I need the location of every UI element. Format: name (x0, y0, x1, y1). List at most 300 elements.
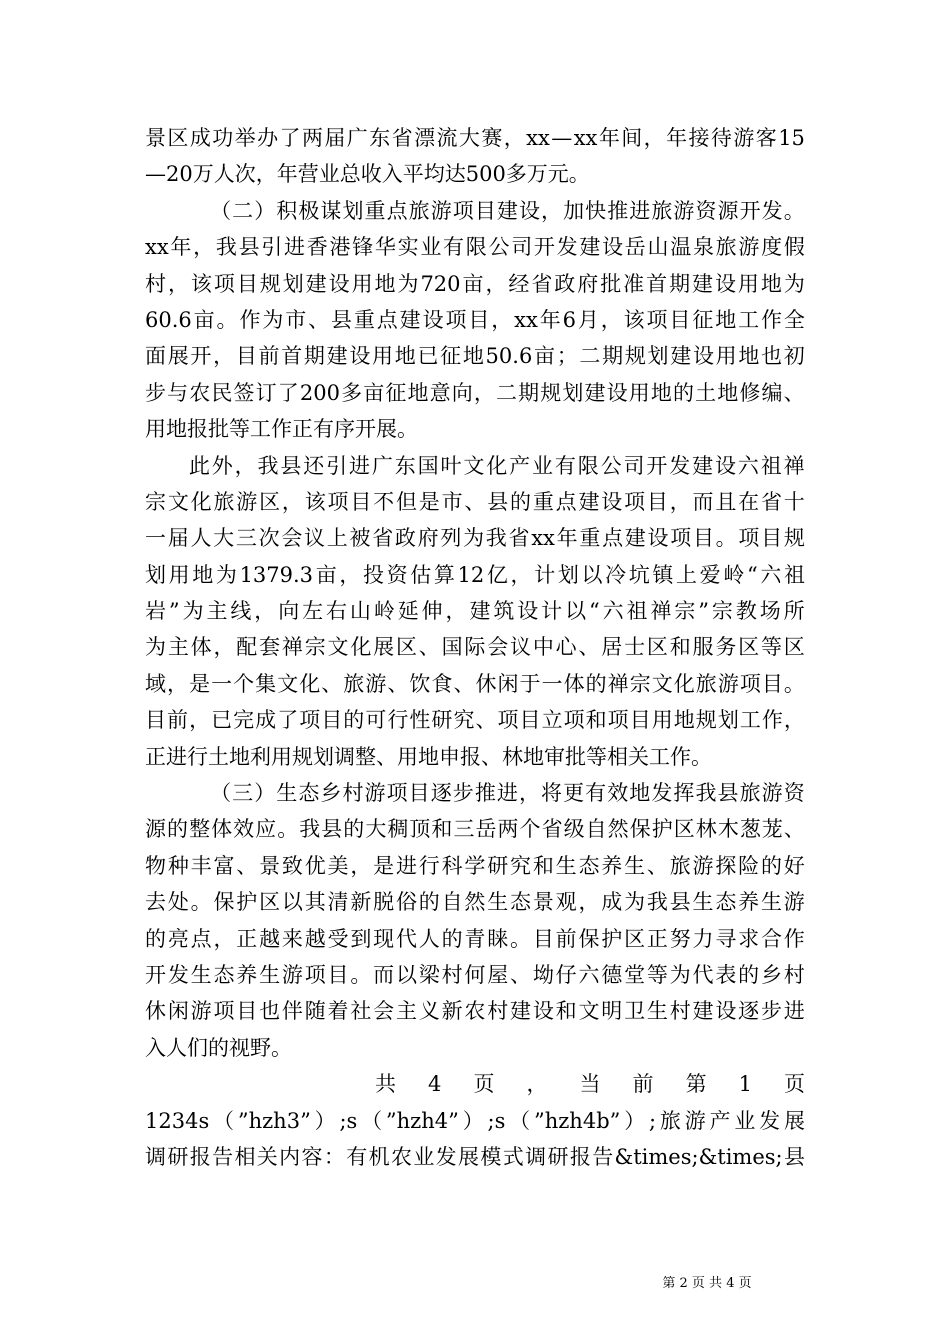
text-glyph: 。 (783, 198, 805, 223)
text-glyph: 个 (233, 671, 255, 696)
text-glyph: 划 (562, 380, 584, 405)
text-glyph: 在 (738, 489, 760, 514)
text-glyph: 、 (646, 853, 668, 878)
text-glyph: 地 (760, 271, 782, 296)
text-glyph: 设 (715, 453, 736, 478)
text-glyph: 十 (783, 489, 805, 514)
text-glyph: 到 (350, 926, 372, 951)
text-glyph: 旅 (695, 671, 717, 696)
text-glyph: 东 (369, 126, 391, 150)
text-glyph: 赛 (481, 126, 503, 150)
related-content-line (145, 1139, 805, 1175)
text-glyph: 建 (399, 307, 421, 332)
text-glyph: 项 (624, 489, 646, 514)
text-glyph: 民 (211, 380, 233, 405)
text-glyph: 规 (259, 271, 281, 296)
text-glyph: 亩 (363, 380, 385, 405)
text-glyph: 年 (666, 126, 688, 150)
text-glyph: 省 (372, 526, 394, 551)
text-glyph: （ (213, 1108, 235, 1133)
text-glyph: 好 (783, 853, 805, 878)
text-glyph: 景 (259, 853, 281, 878)
text-glyph: 接 (688, 126, 710, 150)
paragraph-line (145, 266, 805, 302)
text-glyph: 次 (258, 526, 280, 551)
text-glyph: 左 (302, 599, 324, 624)
text-glyph: 生 (760, 890, 782, 915)
text-glyph: 规 (783, 526, 805, 551)
text-glyph: 用 (628, 380, 650, 405)
text-glyph: 保 (213, 890, 235, 915)
text-glyph: 。 (783, 671, 805, 696)
text-glyph: 产 (509, 453, 531, 478)
text-glyph: 是 (189, 671, 211, 696)
text-glyph: 港 (329, 235, 351, 260)
text-glyph: 行 (418, 853, 440, 878)
text-glyph: ） (314, 1108, 336, 1133)
text-glyph: 项 (739, 671, 761, 696)
text-glyph: 6 (562, 307, 576, 332)
text-glyph: 为 (463, 526, 485, 551)
text-glyph: 区 (646, 635, 668, 660)
text-glyph: 展 (458, 1144, 480, 1169)
text-glyph: xx (145, 235, 169, 260)
text-glyph: 护 (601, 926, 623, 951)
text-glyph: 建 (692, 453, 714, 478)
text-glyph: 成 (189, 126, 211, 150)
text-glyph: 泉 (692, 235, 714, 260)
text-glyph: 致 (281, 853, 303, 878)
text-glyph: 梁 (418, 962, 440, 987)
text-glyph: 为 (215, 562, 237, 587)
text-glyph: 重 (364, 198, 386, 223)
text-glyph: 县 (321, 817, 343, 842)
text-glyph: 、 (236, 853, 258, 878)
text-glyph: 正 (236, 926, 258, 951)
text-glyph: 进 (395, 853, 417, 878)
text-glyph: 级 (563, 817, 585, 842)
text-glyph: 富 (213, 853, 235, 878)
paragraph-line (145, 120, 805, 156)
text-glyph: 亩 (193, 307, 215, 332)
text-glyph: 旅 (343, 671, 365, 696)
text-glyph: 建 (469, 599, 491, 624)
text-glyph: 征 (440, 344, 462, 369)
text-glyph: 容 (301, 1144, 323, 1169)
text-glyph: 发 (759, 1108, 781, 1133)
text-glyph: 计 (541, 599, 563, 624)
text-glyph: 还 (303, 453, 325, 478)
page-counter-glyph: 前 (632, 1072, 654, 1097)
text-glyph: ， (339, 562, 361, 587)
page-counter-text (145, 1066, 805, 1102)
text-glyph: 作 (239, 307, 261, 332)
text-glyph: 的 (510, 489, 531, 514)
text-glyph: 设 (328, 271, 350, 296)
text-glyph: 区 (259, 489, 281, 514)
text-glyph: 亩 (315, 562, 337, 587)
text-glyph: 该 (190, 271, 212, 296)
text-glyph: 配 (236, 635, 258, 660)
text-glyph: 正 (646, 926, 668, 951)
paragraph-line (145, 375, 805, 411)
text-glyph: 游 (365, 671, 387, 696)
text-glyph: 养 (236, 962, 258, 987)
text-glyph: 面 (145, 344, 166, 369)
text-glyph: 区 (624, 926, 646, 951)
text-glyph: 农 (390, 1144, 412, 1169)
text-glyph: 开 (533, 235, 555, 260)
text-glyph: 的 (418, 890, 440, 915)
text-glyph: 两 (301, 126, 323, 150)
text-glyph: ”hzh3” (237, 1108, 311, 1133)
text-glyph: 实 (397, 235, 419, 260)
text-glyph: 明 (601, 999, 623, 1024)
text-glyph: 地 (629, 781, 651, 806)
text-glyph: 式 (502, 1144, 524, 1169)
text-glyph: 功 (212, 126, 234, 150)
text-glyph: 多 (341, 380, 363, 405)
text-glyph: 岩 (145, 599, 166, 624)
paragraph-line (145, 884, 805, 920)
text-glyph: 究 (453, 708, 475, 733)
text-glyph: 葱 (739, 817, 761, 842)
text-glyph: 度 (761, 235, 783, 260)
text-glyph: 岭 (373, 599, 395, 624)
page-counter-glyph: 页 (473, 1072, 495, 1097)
text-glyph: 的 (343, 708, 365, 733)
text-glyph: 目 (519, 708, 541, 733)
text-glyph: 资 (783, 781, 805, 806)
text-glyph: 宗 (711, 599, 733, 624)
text-glyph: 的 (343, 817, 365, 842)
text-glyph: 养 (601, 853, 623, 878)
text-glyph: 公 (488, 235, 510, 260)
text-glyph: 岭 (723, 562, 745, 587)
text-glyph: 际 (464, 635, 486, 660)
text-glyph: 县 (784, 1144, 805, 1169)
text-glyph: 推 (474, 781, 496, 806)
text-glyph: 设 (532, 999, 554, 1024)
text-glyph: 地 (462, 344, 484, 369)
text-glyph: 地 (717, 380, 739, 405)
text-glyph: ， (167, 671, 189, 696)
text-glyph: 有 (443, 235, 465, 260)
text-glyph: 立 (541, 708, 563, 733)
text-glyph: 引 (326, 453, 348, 478)
paragraph-line (145, 957, 805, 993)
text-glyph: 表 (715, 962, 737, 987)
text-glyph: 项 (670, 526, 692, 551)
text-glyph: 限 (465, 235, 487, 260)
text-glyph: ; (649, 1108, 657, 1133)
page-footer (232, 1272, 950, 1291)
text-glyph: 点 (376, 307, 398, 332)
text-glyph: 也 (761, 344, 783, 369)
text-glyph: 了 (277, 708, 299, 733)
text-glyph: ， (193, 235, 215, 260)
text-glyph: 德 (601, 962, 623, 987)
text-glyph: 府 (577, 271, 599, 296)
text-glyph: 保 (629, 817, 651, 842)
text-glyph: 200 (299, 380, 340, 405)
text-glyph: 性 (409, 708, 431, 733)
text-glyph: 意 (429, 380, 451, 405)
text-glyph: ， (503, 126, 525, 150)
text-glyph: 饮 (409, 671, 431, 696)
text-glyph: 相 (234, 1144, 256, 1169)
text-glyph: 开 (739, 198, 761, 223)
text-glyph: 三 (235, 526, 257, 551)
text-glyph: 其 (304, 890, 326, 915)
text-glyph: 展 (167, 344, 189, 369)
text-glyph: 探 (715, 853, 737, 878)
text-glyph: 期 (303, 344, 325, 369)
line-text: 入人们的视野。 (145, 1035, 292, 1060)
text-glyph: 目 (321, 708, 343, 733)
text-glyph: 态 (715, 890, 737, 915)
text-glyph: 乡 (760, 962, 782, 987)
text-glyph: 一 (145, 526, 166, 551)
text-glyph: 仔 (555, 962, 577, 987)
text-glyph: 资 (695, 198, 717, 223)
text-glyph: 祖 (626, 599, 648, 624)
text-glyph: 省 (541, 817, 563, 842)
text-glyph: 香 (306, 235, 328, 260)
text-glyph: 项 (563, 708, 585, 733)
text-glyph: 模 (480, 1144, 502, 1169)
text-glyph: 规 (624, 344, 646, 369)
text-glyph: 挥 (673, 781, 695, 806)
paragraph-line (145, 629, 805, 665)
text-glyph: 客 (755, 126, 777, 150)
text-glyph: 发 (651, 781, 673, 806)
text-glyph: 山 (349, 599, 371, 624)
text-glyph: 议 (304, 526, 326, 551)
text-glyph: 旅 (651, 198, 673, 223)
text-glyph: 六 (760, 562, 782, 587)
text-glyph: 会 (373, 999, 395, 1024)
text-glyph: 村 (441, 962, 463, 987)
text-glyph: 开 (190, 344, 212, 369)
text-glyph: 建 (578, 489, 600, 514)
text-glyph: ， (669, 489, 691, 514)
text-glyph: 研 (487, 853, 509, 878)
text-glyph: 套 (259, 635, 281, 660)
text-glyph: 区 (783, 635, 805, 660)
text-glyph: 士 (624, 635, 646, 660)
text-glyph: 研 (431, 708, 453, 733)
text-glyph: 态 (298, 781, 320, 806)
text-glyph: 批 (600, 271, 622, 296)
text-glyph: 设 (422, 307, 444, 332)
text-glyph: 公 (600, 453, 622, 478)
text-glyph: 编 (761, 380, 783, 405)
text-glyph: 快 (585, 198, 607, 223)
text-glyph: 旅 (715, 235, 737, 260)
text-glyph: 项 (445, 307, 467, 332)
text-glyph: 生 (276, 781, 298, 806)
text-glyph: 以 (581, 562, 603, 587)
text-glyph: 已 (211, 708, 233, 733)
text-glyph: 一 (211, 671, 233, 696)
text-glyph: 目 (236, 271, 258, 296)
text-glyph: 游 (733, 126, 755, 150)
paragraph-line (145, 775, 805, 811)
text-glyph: 的 (585, 671, 607, 696)
text-glyph: 设 (601, 489, 623, 514)
text-glyph: 险 (738, 853, 760, 878)
text-glyph: 年 (556, 526, 578, 551)
text-glyph: 目 (327, 962, 349, 987)
text-glyph: 建 (326, 344, 348, 369)
text-glyph: ， (473, 380, 495, 405)
text-glyph: 项 (607, 708, 629, 733)
text-glyph: 旅 (739, 781, 761, 806)
text-glyph: xx (526, 126, 550, 150)
text-glyph: 但 (395, 489, 417, 514)
text-glyph: 建 (496, 198, 518, 223)
text-glyph: 项 (738, 526, 760, 551)
text-glyph: ， (213, 635, 235, 660)
text-glyph: 来 (281, 926, 303, 951)
text-glyph: 的 (760, 853, 782, 878)
text-glyph: 漂 (414, 126, 436, 150)
text-glyph: 设 (606, 380, 628, 405)
text-glyph: ， (213, 344, 235, 369)
text-glyph: ， (491, 307, 513, 332)
text-glyph: 国 (441, 635, 463, 660)
text-glyph: 发 (556, 235, 578, 260)
text-glyph: 年 (170, 235, 192, 260)
text-glyph: 15 (778, 126, 805, 150)
text-glyph: （ (210, 781, 232, 806)
text-glyph: 划 (282, 271, 304, 296)
text-glyph: 举 (234, 126, 256, 150)
text-glyph: 宗 (304, 635, 326, 660)
text-glyph: 极 (298, 198, 320, 223)
text-glyph: 进 (349, 453, 370, 478)
text-glyph: 地 (738, 344, 760, 369)
text-glyph: 为 (397, 271, 419, 296)
text-glyph: 、 (321, 671, 343, 696)
text-glyph: 岳 (475, 817, 497, 842)
text-glyph: 卫 (624, 999, 646, 1024)
text-glyph: 作 (760, 307, 782, 332)
text-glyph: 外 (211, 453, 233, 478)
text-glyph: 我 (299, 817, 321, 842)
text-glyph: 化 (673, 671, 695, 696)
text-glyph: 设 (692, 344, 714, 369)
text-glyph: 和 (555, 999, 577, 1024)
text-glyph: 二 (579, 344, 601, 369)
text-glyph: 源 (717, 198, 739, 223)
text-glyph: 行 (387, 708, 409, 733)
text-glyph: 县 (331, 307, 352, 332)
text-glyph: 积 (276, 198, 298, 223)
text-glyph: 加 (563, 198, 585, 223)
text-glyph: 效 (607, 781, 629, 806)
text-glyph: 俗 (395, 890, 417, 915)
text-glyph: 受 (327, 926, 349, 951)
text-glyph: 展 (373, 635, 395, 660)
text-glyph: 设 (647, 526, 669, 551)
text-glyph: 设 (517, 599, 539, 624)
page-counter-glyph: 1 (738, 1072, 752, 1097)
text-glyph: ， (350, 853, 372, 878)
text-glyph: ， (234, 453, 256, 478)
text-glyph: 县 (238, 235, 260, 260)
text-glyph: 、 (464, 489, 486, 514)
text-glyph: 报 (569, 1144, 591, 1169)
text-glyph: 会 (487, 635, 509, 660)
text-glyph: 省 (508, 526, 530, 551)
text-glyph: 何 (464, 962, 486, 987)
text-glyph: 成 (601, 890, 623, 915)
text-glyph: 顶 (409, 817, 431, 842)
text-glyph: 心 (555, 635, 577, 660)
text-glyph: 准 (623, 271, 645, 296)
page-counter-glyph: 当 (579, 1072, 601, 1097)
text-glyph: 态 (510, 890, 531, 915)
text-glyph: 种 (167, 853, 189, 878)
text-glyph: 文 (578, 999, 600, 1024)
text-glyph: 文 (651, 671, 673, 696)
text-glyph: 学 (464, 853, 486, 878)
paragraph-line (145, 156, 805, 192)
text-glyph: 建 (584, 380, 606, 405)
text-glyph: 三 (232, 781, 254, 806)
paragraph-line (145, 520, 805, 556)
text-glyph: 等 (646, 962, 668, 987)
text-glyph: 为 (783, 271, 805, 296)
text-glyph: 目 (145, 708, 166, 733)
text-glyph: 自 (441, 890, 463, 915)
text-glyph: 前 (167, 708, 189, 733)
text-glyph: 资 (386, 562, 408, 587)
text-glyph: 代 (395, 926, 417, 951)
text-glyph: 右 (326, 599, 347, 624)
text-glyph: 全 (783, 307, 805, 332)
text-glyph: 地 (650, 380, 672, 405)
text-glyph: 谋 (320, 198, 342, 223)
text-glyph: ， (643, 126, 665, 150)
text-glyph: 目 (646, 489, 668, 514)
text-glyph: 努 (669, 926, 691, 951)
text-glyph: 届 (167, 526, 189, 551)
text-glyph: 。 (216, 307, 238, 332)
text-glyph: 设 (602, 235, 624, 260)
text-glyph: 线 (230, 599, 252, 624)
paragraph-line (145, 921, 805, 957)
text-glyph: 、 (475, 708, 497, 733)
text-glyph: 主 (206, 599, 228, 624)
text-glyph: 越 (259, 926, 281, 951)
text-glyph: 寻 (715, 926, 737, 951)
text-glyph: 流 (436, 126, 458, 150)
text-glyph: ） (624, 1108, 646, 1133)
text-glyph: 叶 (440, 453, 462, 478)
text-glyph: ， (445, 599, 467, 624)
page-number-label: 第 2 页 共 4 页 (662, 1276, 752, 1291)
text-glyph: 求 (738, 926, 760, 951)
text-glyph: 项 (497, 708, 519, 733)
text-glyph: xx (573, 126, 598, 150)
text-glyph: 清 (327, 890, 349, 915)
text-glyph: 二 (495, 380, 517, 405)
text-glyph: 宗 (145, 489, 166, 514)
text-glyph: 主 (395, 999, 417, 1024)
